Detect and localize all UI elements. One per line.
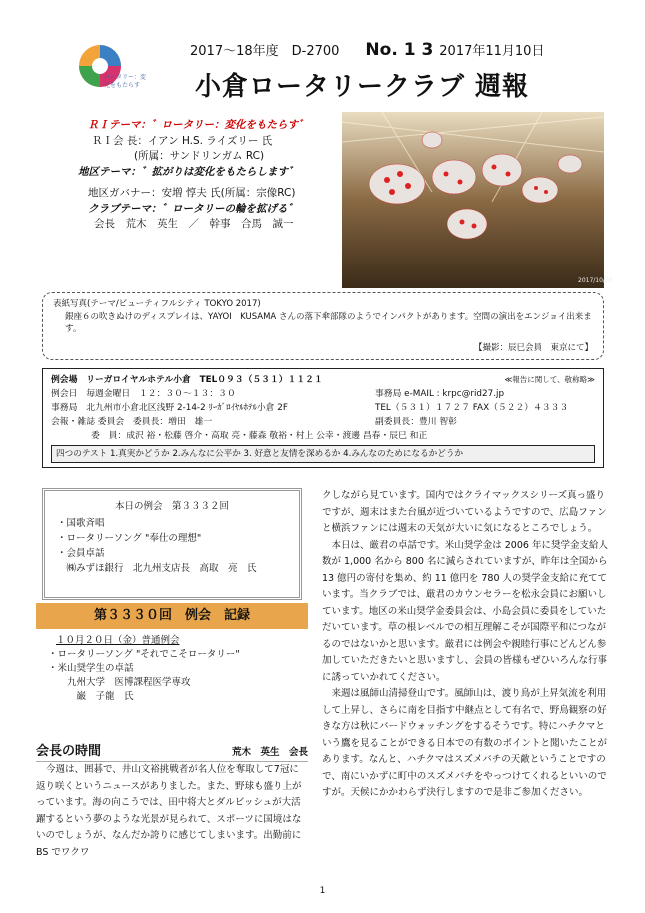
program-item: ・ロータリーソング "奉仕の理想" — [57, 533, 202, 544]
right-column-text — [322, 488, 608, 802]
club-officers: 会長 荒木 英生 ／ 幹事 合馬 誠一 — [94, 218, 294, 230]
program-item: ㈱みずほ銀行 北九州支店長 高取 亮 氏 — [57, 563, 257, 574]
caption-text: 銀座６の吹きぬけのディスプレイは、YAYOI KUSAMA さんの落下傘部隊のようでインパクトがあります。空間の演出をエンジョイ出来ます。 — [65, 311, 592, 334]
committee-members: 委 員：成沢 裕・松藤 啓介・高取 亮・藤森 敬裕・村上 公幸・渡邊 昌春・辰巳 和正 — [91, 431, 428, 441]
photo-timestamp: 2017/10/20 — [578, 277, 613, 284]
issue-header — [190, 40, 544, 60]
club-info-box — [42, 368, 604, 468]
record-item: 巌 子龍 氏 — [48, 691, 134, 702]
office-tel: TEL（５３１）１７２７ FAX（５２２）４３３３ — [375, 403, 569, 413]
venue: 例会場 リーガロイヤルホテル小倉 TEL０９３（５３１）１１２１ — [51, 375, 323, 385]
meeting-record-header: 第３３３０回 例会 記録 — [36, 603, 308, 629]
paragraph-continued: クしながら見ています。国内ではクライマックスシリーズ真っ盛りですが、週末はまた台風が近づいているようですので、広島ファンと横浜ファンには週末の天気が大いに気になるところでしょう。 — [322, 490, 607, 534]
record-item: ・米山奨学生の卓話 — [48, 663, 134, 674]
president-paragraph: 今週は、囲碁で、井山文裕挑戦者が名人位を奪取して7冠に返り咲くというニュースがありました。また、野球も盛り上がっています。海の向こうでは、田中将大とダルビッシュが大活躍するという夢のような光景が見られて、スポーツに国境はないのでしょうが、なんだか誇りに感じてしまいます。出勤前に BS でワクワ — [36, 764, 302, 858]
todays-meeting-box — [42, 488, 302, 600]
president-text — [36, 762, 308, 861]
program-item: ・会員卓話 — [57, 548, 105, 559]
year-district: 2017～18年度 D-2700 — [190, 44, 340, 59]
paragraph-scholarship: 本日は、厳君の卓話です。米山奨学金は 2006 年に奨学金支給人数が 1,000 名から 800 名に減らされていますが、昨年は全国から 13 億円の寄付を集め、約 11 億円を 780 人の奨学金支給に充てています。当クラブでは、厳君のカウンセラーを松永会員にお願いしています。地区の米山奨学金委員会は、小島会員に委員をしていただいています。草の根レベルでの相互理解こそが国際平和につながるのではないかと思います。厳君には例会や親睦行事にどんどん参加していただきたいと思いますし、会員の皆様もぜひいろんな行事に誘っていかれてください。 — [322, 539, 608, 683]
caption-title: 表紙写真(テーマ/ビューティフルシティ TOKYO 2017) — [53, 299, 261, 309]
issue-date: 2017年11月10日 — [439, 44, 545, 59]
meeting-day: 例会日 毎週金曜日 １２：３０～１３：３０ — [51, 389, 236, 399]
meeting-record — [48, 634, 308, 704]
record-item: 九州大学 医博課程医学専攻 — [48, 677, 191, 688]
committee-chair: 会報・雑誌 委員会 委員長：増田 雄一 — [51, 417, 213, 427]
district-theme: 地区テーマ：゛拡がりは変化をもたらします゛ — [78, 165, 299, 178]
president-byline: 荒木 英生 会長 — [231, 747, 308, 758]
photo-credit: 【撮影：辰巳会員 東京にて】 — [473, 342, 593, 353]
club-theme: クラブテーマ：゛ロータリーの輪を拡げる゛ — [88, 202, 298, 215]
cover-caption — [42, 292, 604, 360]
rotary-logo — [78, 42, 148, 104]
president-section-heading — [36, 740, 308, 762]
ri-president: ＲＩ会 長：イアン H.S. ライズリー 氏 — [92, 134, 273, 147]
committee-vice: 副委員長：豊川 智彰 — [375, 417, 457, 427]
office-email: 事務局 e-MAIL : krpc@rid27.jp — [375, 389, 505, 399]
cover-photo — [342, 112, 613, 288]
theme-block — [78, 118, 333, 233]
program-item: ・国歌斉唱 — [57, 518, 105, 529]
ri-theme: ＲＩテーマ：゛ロータリー：変化をもたらす゛ — [88, 119, 309, 131]
president-heading: 会長の時間 — [36, 744, 102, 759]
paragraph-hike: 来週は風師山清掃登山です。風師山は、渡り鳥が上昇気流を利用して上昇し、さらに南を目指す中継点として有名で、野鳥観察の好きな方は秋にバードウォッチングをするそうです。特にハチクマという鷹を見ることができる日本での有数のポイントと聞いたことがあります。なんと、ハチクマはスズメバチの天敵ということですので、南にいかずに町中のスズメバチをやっつけてくれるといいのですが。天候にかかわらず決行しますので是非ご参加ください。 — [322, 688, 608, 798]
four-way-test: 四つのテスト 1.真実かどうか 2.みんなに公平か 3. 好意と友情を深めるか 4.みんなのためになるかどうか — [51, 445, 595, 463]
record-date: １０月２０日（金）普通例会 — [56, 635, 180, 646]
page-number: 1 — [319, 886, 326, 896]
office-address: 事務局 北九州市小倉北区浅野 2-14-2 ﾘｰｶﾞﾛｲﾔﾙﾎﾃﾙ小倉 2F — [51, 403, 288, 413]
todays-meeting-title: 本日の例会 第３３３２回 — [114, 501, 229, 512]
logo-text: ロータリー：変化をもたらす — [104, 74, 147, 89]
record-item: ・ロータリーソング "それでこそロータリー" — [48, 649, 240, 660]
issue-number: No. 1 3 — [365, 40, 434, 60]
ri-president-club: (所属：サンドリンガム RC) — [134, 150, 265, 162]
venue-note: ≪報告に関して、敬称略≫ — [504, 375, 595, 384]
newsletter-title: 小倉ロータリークラブ 週報 — [195, 72, 530, 102]
district-governor: 地区ガバナー：安増 惇夫 氏(所属：宗像RC) — [88, 187, 296, 199]
